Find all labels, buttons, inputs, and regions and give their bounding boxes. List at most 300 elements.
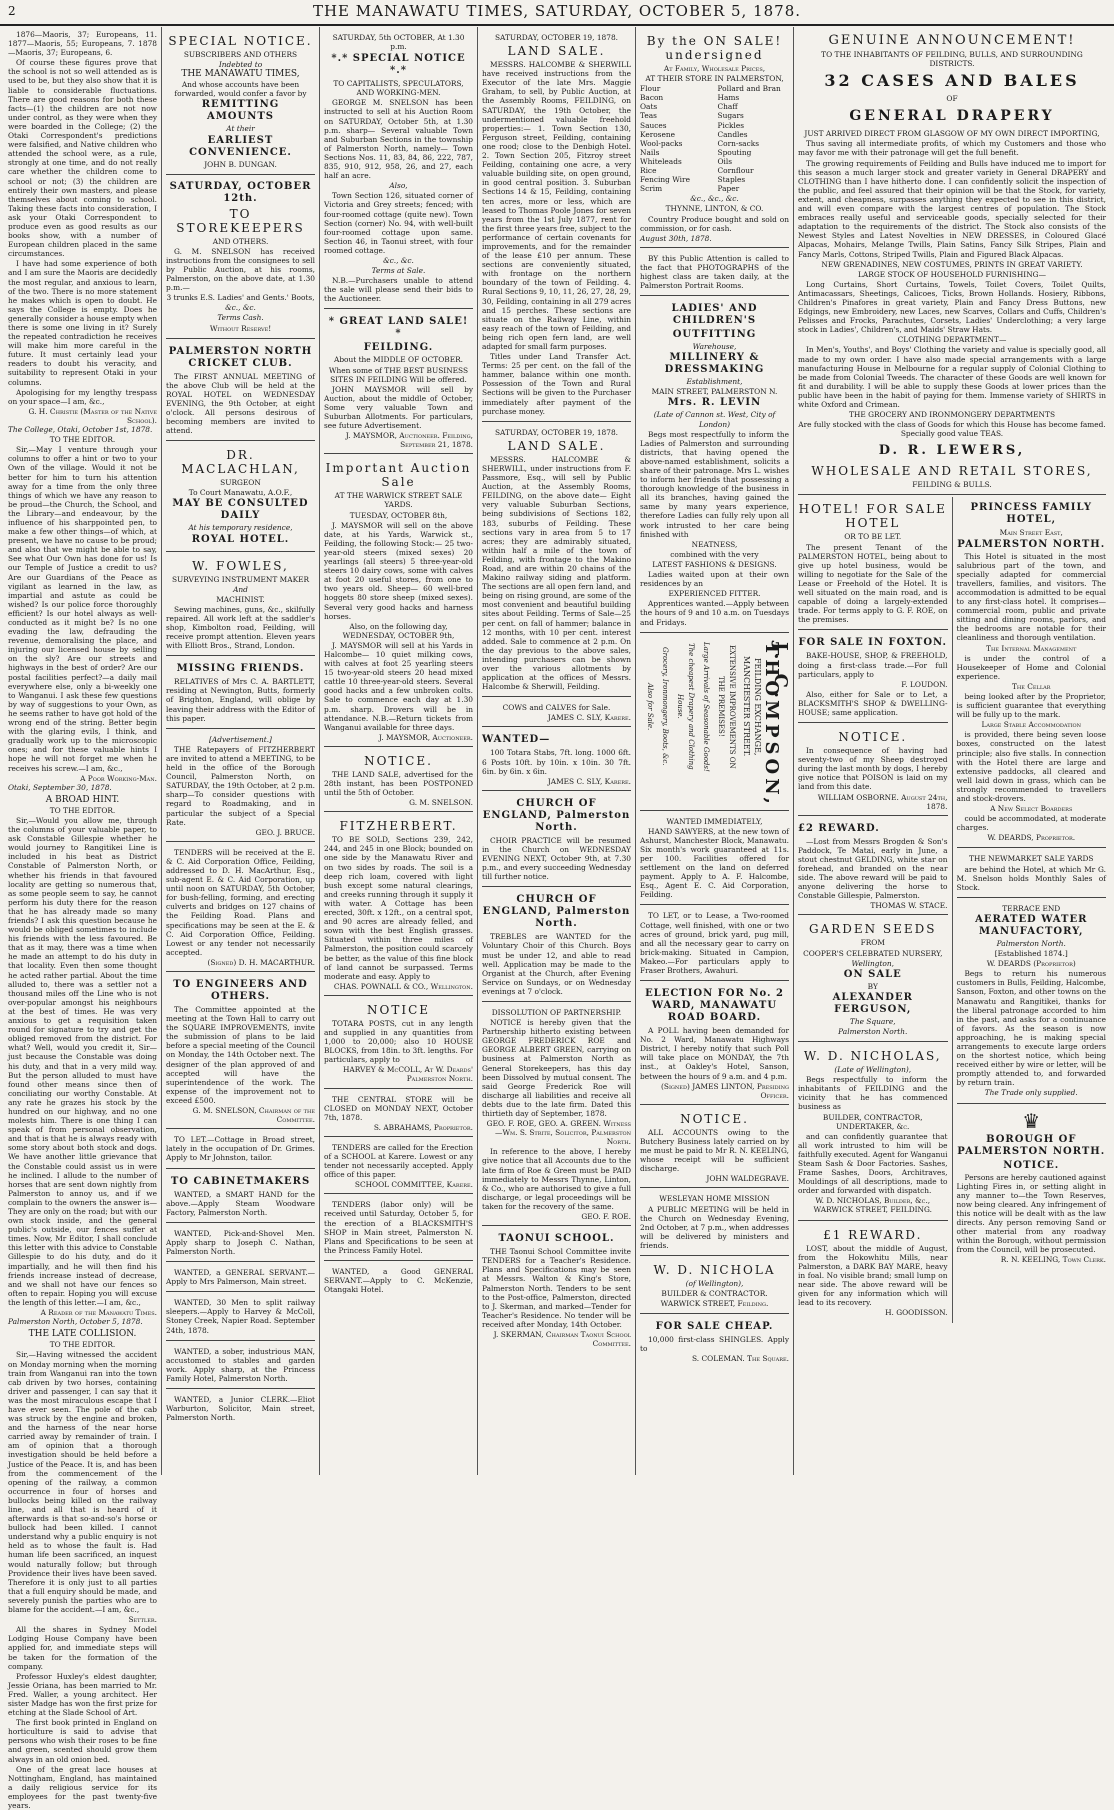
goods-item: Oats xyxy=(640,102,658,112)
ad-heading: PALMERSTON NORTH CRICKET CLUB. xyxy=(168,345,313,369)
ad-line: SUBSCRIBERS AND OTHERS xyxy=(183,50,298,59)
ad-line: AT THE WARWICK STREET SALE YARDS. xyxy=(334,491,463,510)
ad-heading: FOR SALE IN FOXTON. xyxy=(798,637,948,649)
goods-item: Corn-sacks xyxy=(717,138,760,148)
ad-signature: (Signed) D. H. MACARTHUR. xyxy=(207,957,315,967)
princess-hotel-ad xyxy=(957,497,1107,848)
ad-line: Also for Sale. xyxy=(645,682,654,731)
ad-body: WANTED, a GENERAL SERVANT.—Apply to Mrs Palmerson, Main street. xyxy=(166,1268,315,1287)
to-the-editor: TO THE EDITOR. xyxy=(49,805,116,815)
missing-friends-ad xyxy=(166,658,315,728)
letter-paragraph: Sir,—Having witnessed the accident on Monday morning when the morning train from Wanganui ran into the town cab driven by two horses, containing driver and passenger, I can say that it was the most miraculous escape that I have ever seen. The pole of the cab was struck by the engine and broken, and the harness of the near horse carried away by remainder of train. I am of opinion that a thorough investigation should be held before a Justice of the Peace. It is, and has been from the commencement of the opening of the railway, a common occurrence in four of horses and bullocks being killed on the railway line, and all that is heard of it afterwards is that so-and-so's horse or bullock had been killed. I cannot understand why a public enquiry is not held as to whose the fault is. Had human life been sacrificed, an inquest would naturally follow; but through Providence their lives have been saved. Therefore it is only just to all parties that a full enquiry should be made, and severely punish the parties who are to blame for the accident.—I am, &c., xyxy=(8,1350,157,1615)
letter-heading: THE LATE COLLISION. xyxy=(28,1329,137,1340)
ad-signature: THOMAS W. STACE. xyxy=(870,901,948,911)
column-6-7 xyxy=(794,27,1110,1475)
ad-line: Are fully stocked with the class of Goods for which this House has become famed. Specially good value TEAS. xyxy=(798,420,1106,439)
ad-body: Country Produce bought and sold on commission, or for cash. xyxy=(640,214,789,233)
ad-line: WARWICK STREET, Feilding. xyxy=(660,1299,769,1309)
ad-heading: CHURCH OF ENGLAND, Palmerston North. xyxy=(482,894,631,930)
ad-body: Begs to return his numerous customers in Bulls, Feilding, Halcombe, Sanson, Foxton, and other towns on the Manawatu and Rangitikei, thanks for the liberal patronage accorded to him in the past, and asks for a continuance of favors. As the season is now approaching, he is making special arrangements to execute large orders on the shortest notice, which being received either by wire or letter, will be promptly attended to, and forwarded by return train. xyxy=(956,969,1106,1088)
ad-heading: WHOLESALE AND RETAIL STORES, xyxy=(811,464,1093,479)
ad-heading: BOROUGH OF PALMERSTON NORTH. xyxy=(957,1133,1106,1157)
ad-body: In Men's, Youths', and Boys' Clothing the variety and value is specially good, all made to my own order. I have also made special arrangements with a large manufacturing House in Melbourne for a regular supply of Colonial Clothing to be made from Colonial Tweeds. The character of these Goods are well known for fit and durability. I will be able to supply these Goods at lower prices than the public have been in the habit of paying for them. Immense variety of SHIRTS in white Oxford and Crimean. xyxy=(798,345,1106,409)
ad-body: THE Taonui School Committee invite TENDERS for a Teacher's Residence. Plans and Specifications may be seen at Messrs. Walton & King's Store, Palmerston North. Tenders to be sent to the Post-office, Palmerston, directed to J. Skerman, and marked—Tender for Teacher's Residence. No tender will be received after Monday, 14th October. xyxy=(482,1247,631,1329)
ad-line: The Cellar xyxy=(1011,681,1051,691)
ad-line: (Late of Wellington), xyxy=(834,1065,912,1075)
ad-body: TO LET, or to Lease, a Two-roomed Cottage, well finished, with one or two acres of ground, brick yard, pug mill, and all the necessary gear to carry on brick-making. Situated in Campion, Makeo.—For particulars apply to Fraser Brothers, Awahuri. xyxy=(640,911,789,975)
ad-line: Wellington, xyxy=(851,958,894,968)
ad-line: Terms Cash. xyxy=(217,313,264,323)
ad-line: The Square, xyxy=(849,1016,896,1026)
column-3 xyxy=(320,27,478,1475)
letter-heading: A BROAD HINT. xyxy=(45,794,120,805)
on-sale-ad xyxy=(640,29,789,248)
ad-body: TENDERS (labor only) will be received until Saturday, October 5, for the erection of a BLACKSMITH'S SHOP in Main street, Palmerston N. Plans and Specifications to be seen at the Princess Family Hotel. xyxy=(324,1200,473,1255)
ad-body: This Hotel is situated in the most salubrious part of the town, and specially adapted for commercial travellers, families, and visitors. The accommodation is admitted to be equal to any first-class hotel. It comprises—commercial room, public and private sitting and dining rooms, parlors, and the bedrooms are notable for their cleanliness and thorough ventilation. xyxy=(956,551,1106,643)
page-number: 2 xyxy=(8,4,17,18)
ad-line: NEW GRENADINES, NEW COSTUMES, PRINTS IN GREAT VARIETY. xyxy=(821,259,1083,269)
news-item: Professor Huxley's eldest daughter, Jessie Oriana, has been married to Mr. Fred. Waller, a young architect. Her sister Madge has won the first prize for etching at the Slade School of Art. xyxy=(8,1671,157,1718)
church-trebles-ad xyxy=(482,889,631,1002)
ad-body: BAKE-HOUSE, SHOP, & FREEHOLD, doing a first-class trade.—For full particulars, apply to xyxy=(798,651,948,679)
ad-line: THE MANAWATU TIMES, xyxy=(181,69,300,80)
ad-line: MILLINERY & DRESSMAKING xyxy=(664,352,765,376)
ad-heading: W. D. NICHOLA xyxy=(653,1262,776,1277)
ad-line: Terms at Sale. xyxy=(371,266,426,276)
ad-heading: GENUINE ANNOUNCEMENT! xyxy=(828,33,1076,48)
lewers-drapery-ad xyxy=(798,29,1106,495)
goods-item: Kerosene xyxy=(640,129,675,139)
ad-line: SATURDAY, 5th OCTOBER, At 1.30 p.m. xyxy=(332,33,465,52)
ad-body: Long Curtains, Short Curtains, Towels, Toilet Covers, Toilet Quilts, Antimacassars, Sheetings, Calicoes, Ticks, Brown Hollands. Hosiery, Ribbons, Children's Pinafores in great variety, Plain and Fancy Dress Buttons, new Edgings, new Embroidery, new Laces, new Scarves, Collars and Cuffs, Children's Pelisses and Frocks, Parachutes, Corsets, Ladies' Underclothing; a very large stock in Ladies', Children's, and Maids' Straw Hats. xyxy=(798,279,1106,335)
letter-signature: Settler. xyxy=(128,1615,157,1625)
ad-heading: D. R. LEWERS, xyxy=(878,443,1026,459)
ad-heading: £1 REWARD. xyxy=(823,1227,923,1242)
ad-body: WANTED, a sober, industrious MAN, accustomed to stables and garden work. Apply sharp, at the Princess Family Hotel, Palmerston North. xyxy=(166,1346,315,1383)
ad-signature: W. D. NICHOLAS, Builder, &c., WARWICK STREET, FEILDING. xyxy=(813,1196,933,1215)
ad-signature: JAMES C. SLY, Karere. xyxy=(547,713,631,723)
ad-line: Large Arrivals of Seasonable Goods! xyxy=(701,641,710,772)
ad-signature: S. ABRAHAMS, Proprietor. xyxy=(373,1122,473,1132)
reward-mare-ad xyxy=(798,1223,948,1322)
taonui-school-ad xyxy=(482,1228,631,1352)
ad-line: EXPERIENCED FITTER. xyxy=(668,589,761,599)
storekeepers-ad xyxy=(166,177,315,339)
ad-body: Ladies waited upon at their own residences by an xyxy=(640,570,789,589)
ad-line: SURVEYING INSTRUMENT MAKER xyxy=(171,574,310,584)
ad-heading: *.* SPECIAL NOTICE *.* xyxy=(331,53,466,77)
ad-heading: TO STOREKEEPERS xyxy=(176,206,305,235)
ad-line: BUILDER & CONTRACTOR. xyxy=(661,1289,768,1299)
builder-ad xyxy=(640,1258,789,1314)
ad-line: About the MIDDLE OF OCTOBER. xyxy=(333,355,464,365)
ad-line: FEILDING EXCHANGE, MANCHESTER STREET. xyxy=(741,656,762,757)
ad-line: FEILDING. xyxy=(363,342,434,354)
ad-heading: W. D. NICHOLAS, xyxy=(803,1049,942,1064)
to-the-editor: TO THE EDITOR. xyxy=(49,1340,116,1350)
ad-body: TENDERS will be received at the E. & C. Aid Corporation Office, Feilding, addressed to D. H. MacArthur, Esq., sub-agent E. & C. Aid Corporation, up until noon on SATURDAY, 5th October, for bush-felling, forming, and erecting culverts and bridges on 127 chains of the Feilding Road. Plans and specifications may be seen at the E. & C. Aid Corporation Office, Feilding. Lowest or any tender not necessarily accepted. xyxy=(166,847,315,957)
ad-line: LATEST FASHIONS & DESIGNS. xyxy=(652,559,777,569)
ad-signature: CHAS. POWNALL & CO., Wellington. xyxy=(333,981,473,991)
ad-heading: NOTICE. xyxy=(680,1111,749,1126)
ad-body: TO BE SOLD, Sections 239, 242, 244, and 245 in one Block; bounded on one side by the Manawatu River and on two sides by roads. The soil is a deep rich loam, covered with light bush except some natural clearings, and creeks running through it supply it with water. A Cottage has been erected, 30ft. x 12ft., on a central spot, and 90 acres are already felled, and sown with the best English grasses. Situated within three miles of Palmerston, the position could scarcely be better, as the value of this fine block of land cannot be surpassed. Terms moderate and easy. Apply to xyxy=(324,835,473,981)
ad-body: Town Section 126, situated corner of Victoria and Grey streets; fenced; with four-roomed cottage (quite new). Town Section (corner) No. 94, with well-built four-roomed cottage upon same. Section 46, in Taonui street, with four roomed cottage. xyxy=(324,191,473,255)
ad-body: MESSRS. HALCOMBE & SHERWILL, under instructions from F. Passmore, Esq., will sell by Public Auction, at the Assembly Rooms, FEILDING, on the above date— Eight very valuable Suburban Sections, being subdivisions of Sections 182, 183, suburbs of Feilding. These sections vary in area from 5 to 17 acres; they are admirably situated, within half a mile of the town of Feilding, with frontage to the Makino Road, and are within 20 chains of the Makino railway siding and platform. The sections are all open fern land, and being on rising ground, are some of the most convenient and beautiful building sites about Feilding. Terms of Sale—25 per cent. on fall of hammer; balance in 12 months, with 10 per cent. interest added. Sale to commence at 2 p.m. On the day previous to the above sales, intending purchasers can be shown over the various allotments by application at the offices of Messrs. Halcombe & Sherwill, Feilding. xyxy=(482,454,631,692)
ad-body: BY this Public Attention is called to the fact that PHOTOGRAPHS of the highest class are taken daily, at the Palmerston Portrait Rooms. xyxy=(640,253,789,291)
goods-item: Pollard and Bran xyxy=(717,84,781,94)
ad-body: In consequence of having had seventy-two of my Sheep destroyed during the last month by dogs, I hereby give notice that POISON is laid on my land from this date. xyxy=(798,746,948,792)
ad-line: LARGE STOCK OF HOUSEHOLD FURNISHING— xyxy=(858,269,1046,279)
ad-heading: DR. MACLACHLAN, xyxy=(181,448,300,477)
ad-heading: NOTICE. xyxy=(364,753,433,768)
ad-line: THE GROCERY AND IRONMONGERY DEPARTMENTS xyxy=(848,410,1056,420)
ad-signature: G. M. SNELSON. xyxy=(409,798,473,808)
ad-body: WANTED, a Good GENERAL SERVANT.—Apply to C. McKenzie, Otangaki Hotel. xyxy=(324,1266,473,1295)
photographs-ad xyxy=(640,250,789,296)
ad-line: FROM xyxy=(860,938,885,948)
ad-line: JUST ARRIVED DIRECT FROM GLASGOW OF MY OWN DIRECT IMPORTING, xyxy=(804,129,1100,139)
ad-body: HAND SAWYERS, at the new town of Ashurst, Manchester Block, Manawatu. Six month's work guaranteed at 11s. per 100. Facilities offered for settlement on the land on deferred payment. Apply to A. F. Halcombe, Esq., Agent E. C. Aid Corporation, Feilding. xyxy=(640,826,789,900)
poison-notice-ad xyxy=(798,725,948,816)
ad-heading: * GREAT LAND SALE! * xyxy=(328,316,469,340)
ad-line: OF xyxy=(946,94,958,104)
ad-line: [Established 1874.] xyxy=(994,949,1068,959)
ad-signature: (Signed) JAMES LINTON, Presiding Officer. xyxy=(661,1081,789,1100)
ad-heading: HOTEL! FOR SALE HOTEL xyxy=(798,502,947,531)
postponed-notice-ad xyxy=(324,749,473,812)
ad-line: Indebted to xyxy=(218,60,263,70)
ad-line: Also, on the following day, WEDNESDAY, OCTOBER 9th, xyxy=(342,621,455,640)
ad-line: EARLIEST CONVENIENCE. xyxy=(189,134,292,158)
ad-line: REMITTING AMOUNTS xyxy=(201,99,280,123)
goods-item: Spouting xyxy=(717,147,752,157)
ad-body: TREBLES are WANTED for the Voluntary Choir of this Church. Boys must be under 12, and able to read well. Application may be made to the Organist at the Church, after Evening Service on Sundays, or on Wednesday evenings at 7 o'clock. xyxy=(482,932,631,996)
wesleyan-ad xyxy=(640,1190,789,1256)
ad-line: At his temporary residence, xyxy=(188,523,293,533)
school-stats: 1876—Maoris, 37; Europeans, 11. 1877—Maoris, 55; Europeans, 7. 1878—Maoris, 37; Europeans, 6. xyxy=(8,30,157,58)
ad-body: CHOIR PRACTICE will be resumed in the Church on WEDNESDAY EVENING NEXT, October 9th, at 7.30 p.m., and every succeeding Wednesday till further notice. xyxy=(482,835,631,882)
ad-signature: JAMES C. SLY, Karere. xyxy=(547,776,631,786)
ad-line: AT THEIR STORE IN PALMERSTON, xyxy=(645,74,784,84)
ad-body: WANTED, a SMART HAND for the above.—Apply Steam Woodware Factory, Palmerston North. xyxy=(166,1189,315,1217)
ad-line: TO THE INHABITANTS OF FEILDING, BULLS, AND SURROUNDING DISTRICTS. xyxy=(821,50,1083,69)
goods-item: Sugars xyxy=(717,111,744,121)
ad-line: MAY BE CONSULTED DAILY xyxy=(172,498,309,522)
ad-line: August 30th, 1878. xyxy=(640,233,712,243)
ad-heading: COWS and CALVES for Sale. xyxy=(502,703,611,713)
ad-body: WANTED, 30 Men to split railway sleepers.—Apply to Harvey & McColl, Stoney Creek, Napier Road. September 24th, 1878. xyxy=(166,1298,315,1335)
ad-heading: THE NEWMARKET SALE YARDS xyxy=(969,854,1094,864)
ad-body: ALL ACCOUNTS owing to the Butchery Business lately carried on by me must be paid to Mr R. N. KEELING, whose receipt will be sufficient discharge. xyxy=(640,1127,789,1174)
ad-line: &c., &c. xyxy=(383,255,414,265)
letter-paragraph: I have had some experience of both and I am sure the Maoris are decidedly the most regular, and anxious to learn, of the two. There is no more statement he makes which is open to doubt. He says the College is empty. Does he generally consider a house empty when there is some one living in it? Surely the repeated contradiction he receives will make him more careful in the future. It must certainly lead your readers to doubt his veracity, and suitability to represent Otaki in your columns. xyxy=(8,259,157,387)
columns xyxy=(4,27,1110,1810)
ad-heading: SATURDAY, OCTOBER 12th. xyxy=(169,180,312,204)
ad-signature: J. MAYSMOR, Auctioneer. xyxy=(378,732,473,742)
ad-heading: PRINCESS FAMILY HOTEL, xyxy=(970,502,1092,526)
ad-line: Establishment, xyxy=(686,377,743,387)
vertical-ad-block xyxy=(640,641,792,808)
letter-dateline: Otaki, September 30, 1878. xyxy=(8,782,112,792)
school-tender-ad xyxy=(324,1139,473,1194)
ad-heading: FITZHERBERT. xyxy=(339,819,458,834)
ad-heading: W. FOWLES, xyxy=(192,558,289,573)
ad-body: The Committee appointed at the meeting at the Town Hall to carry out the SQUARE IMPROVEMENTS, invite the submission of plans to be laid before a special meeting of the Council on Monday, the 14th October next. The designer of the plan approved of and accepted will have the superintendence of the work. The expense of the improvement not to exceed £500. xyxy=(166,1005,315,1105)
shingles-ad xyxy=(640,1316,789,1367)
ad-body: Also, either for Sale or to Let, a BLACKSMITH'S SHOP & DWELLING-HOUSE; same application. xyxy=(798,689,948,717)
goods-item: Whiteleads xyxy=(640,156,682,166)
ad-body: THE LAND SALE, advertised for the 28th instant, has been POSTPONED until the 5th of October. xyxy=(324,769,473,798)
news-item: One of the great lace houses at Nottingham, England, has maintained a daily religious service for its employees for the past twenty-five years. xyxy=(8,1764,157,1810)
ad-body: WANTED, Pick-and-Shovel Men. Apply sharp to Joseph C. Nathan, Palmerston North. xyxy=(166,1228,315,1256)
ad-line: AERATED WATER MANUFACTORY, xyxy=(975,913,1088,937)
wanted-ad xyxy=(166,1391,315,1427)
ad-line: Large Stable Accommodation xyxy=(981,720,1082,730)
ad-line: At their xyxy=(226,124,255,134)
land-sale-ad xyxy=(482,29,631,422)
ad-signature: G. M. SNELSON, Chairman of the Committee. xyxy=(192,1106,315,1125)
goods-item: Scrim xyxy=(640,184,663,194)
land-sale-ad xyxy=(482,424,631,698)
ad-signature: S. COLEMAN. The Square. xyxy=(692,1354,789,1364)
goods-item: Wool-packs xyxy=(640,138,683,148)
ad-line: The Trade only supplied. xyxy=(984,1088,1078,1098)
ad-line: SATURDAY, OCTOBER 19, 1878. xyxy=(494,33,618,42)
ad-signature: HARVEY & McCOLL, At W. Deards' Palmerston North. xyxy=(342,1065,473,1084)
ad-line: When some of THE BEST BUSINESS SITES IN FEILDING Will be offered. xyxy=(328,365,469,384)
ad-heading: DISSOLUTION OF PARTNERSHIP. xyxy=(491,1007,622,1017)
ad-line: &c., &c. xyxy=(225,303,256,313)
ad-body: GEORGE M. SNELSON has been instructed to sell at his Auction Room on SATURDAY, October 5th, at 1.30 p.m. sharp— Several valuable Town and Suburban Sections in the township of Palmerston North, namely— Town Sections Nos. 11, 83, 84, 86, 222, 787, 835, 910, 912, 958, 26, and 27, each half an acre. xyxy=(324,98,473,181)
ad-line: Palmerston North. xyxy=(838,1026,908,1036)
great-land-sale-ad xyxy=(324,311,473,454)
engineers-ad xyxy=(166,974,315,1129)
goods-item: Rice xyxy=(640,166,657,176)
goods-item: Pickles xyxy=(717,120,744,130)
fitzherbert-ad xyxy=(324,814,473,996)
ad-line: OUTFITTING xyxy=(672,329,757,341)
ad-line: The cheapest Drapery and Clothing House. xyxy=(675,643,695,770)
totara-wanted-ad xyxy=(482,729,631,790)
goods-item: Paper xyxy=(717,184,740,194)
ad-body: LOST, about the middle of August, from the Hokowhitu Mills, near Palmerston, a DARK BAY MARE, heavy in foal. No visible brand; small lump on near side. The above reward will be given for any information which will lead to its recovery. xyxy=(798,1243,948,1308)
ad-line: PALMERSTON NORTH. xyxy=(957,538,1106,550)
ad-body: J. MAYSMOR will sell on the above date, at his Yards, Warwick st., Feilding, the following Stock:— 25 two-year-old steers (mixed sexes) 20 yearlings (all steers) 5 three-year-old steers 10 dairy cows, some with calves at foot 20 useful stores, from one to two years old. Sheep— 60 well-bred hoggets 80 store sheep (mixed sexes). Several very good hacks and harness horses. xyxy=(324,520,473,621)
ad-line: To Court Manawatu, A.O.F., xyxy=(188,488,293,498)
ad-body: being looked after by the Proprietor, is sufficient guarantee that everything will be fully up to the mark. xyxy=(956,691,1106,720)
ad-body: G. M. SNELSON has received instructions from the consignees to sell by Public Auction, at his rooms, Palmerston, on the above date, at 1.30 p.m.— xyxy=(166,246,315,293)
ad-line: NOTICE. xyxy=(1003,1159,1060,1171)
ad-body: The present Tenant of the PALMERSTON HOTEL, being about to give up hotel business, would be willing to negotiate for the Sale of the Lease or Freehold of the Hotel. It is well situated on the main road, and is capable of doing a largely-extended trade. For terms apply to G. F. ROE, on the premises. xyxy=(798,542,948,625)
ad-heading: TERRACE END xyxy=(1002,903,1061,913)
ad-line: EXTENSIVE IMPROVEMENTS ON THE PREMISES! xyxy=(716,644,736,769)
ad-heading: LADIES' AND CHILDREN'S xyxy=(671,303,758,327)
foxton-sale-ad xyxy=(798,632,948,723)
goods-item: Chaff xyxy=(717,102,738,112)
special-notice-ad xyxy=(166,29,315,175)
ad-line: BY xyxy=(867,981,878,991)
ad-line: MACHINIST. xyxy=(216,594,265,604)
cricket-club-ad xyxy=(166,341,315,442)
ad-body: Begs respectfully to inform the inhabitants of FEILDING and the vicinity that he has commenced business as xyxy=(798,1075,948,1112)
garden-seeds-ad xyxy=(798,917,948,1042)
letter-dateline: The College, Otaki, October 1st, 1878. xyxy=(8,425,153,435)
ad-heading: MISSING FRIENDS. xyxy=(176,663,305,675)
ad-body: TENDERS are called for the Erection of a SCHOOL at Karere. Lowest or any tender not necessarily accepted. Apply office of this paper. xyxy=(324,1142,473,1180)
ad-heading: Important Auction Sale xyxy=(325,461,472,490)
accounts-notice-ad xyxy=(640,1107,789,1189)
ad-signature: GEO. J. BRUCE. xyxy=(255,827,315,837)
ad-heading: LAND SALE. xyxy=(507,438,606,453)
ad-signature: J. MAYSMOR, Auctioneer. Feilding, September 21, 1878. xyxy=(345,431,473,450)
column-4 xyxy=(478,27,636,1475)
ad-line: SURGEON xyxy=(220,478,261,488)
ad-body: 100 Totara Stabs, 7ft. long. 1000 6ft. 6 Posts 10ft. by 10in. x 10in. 30 7ft. 6in. by 6in. x 6in. xyxy=(482,748,631,776)
sale-yards-ad xyxy=(957,850,1107,897)
sawyers-wanted-ad xyxy=(640,813,789,906)
cabinetmakers-ad xyxy=(166,1171,315,1223)
servant-wanted-ad xyxy=(324,1263,473,1299)
ad-line: MAIN STREET, PALMERSTON N. xyxy=(651,387,778,397)
ad-body: Thus saving all intermediate profits, of which my Customers and those who may favor me with their patronage will get the full benefit. xyxy=(798,139,1106,158)
cottage-to-let-ad xyxy=(640,907,789,981)
ad-body: JOHN MAYSMOR will sell by Auction, about the middle of October, Some very valuable Town and Suburban Allotments. For particulars, see future Advertisement. xyxy=(324,384,473,431)
thompson-ad xyxy=(640,635,792,811)
ad-line: Mrs. R. LEVIN xyxy=(667,397,762,409)
ad-body: THE CENTRAL STORE will be CLOSED on MONDAY NEXT, October 7th, 1878. xyxy=(324,1094,473,1122)
ad-line: Warehouse, xyxy=(692,342,737,352)
goods-item: Flour xyxy=(640,84,661,94)
ad-body: A POLL having been demanded for No. 2 Ward, Manawatu Highways District, I hereby notify that such Poll will take place on MONDAY, the 7th inst., at Oakley's Hotel, Sanson, between the hours of 9 a.m. and 4 p.m. xyxy=(640,1026,789,1081)
fowles-ad xyxy=(166,554,315,657)
ad-line: Palmerston North. xyxy=(996,938,1066,948)
ad-body: RELATIVES of Mrs C. A. BARTLETT, residing at Newington, Butts, formerly of Brighton, England, will oblige by leaving their address with the Editor of this paper. xyxy=(166,677,315,723)
ad-signature: GEO. F. ROE, GEO. A. GREEN. Witness—Wm. S. Strite, Solicitor, Palmerston North. xyxy=(486,1119,631,1147)
ad-line: CLOTHING DEPARTMENT— xyxy=(897,335,1007,345)
ad-body: Apprentices wanted.—Apply between the hours of 9 and 10 a.m. on Tuesdays and Fridays. xyxy=(640,599,789,627)
ad-body: Begs most respectfully to inform the Ladies of Palmerston and surrounding districts, that having opened the above-named establishment, solicits a share of their patronage. Mrs L. wishes to inform her friends that possessing a thorough knowledge of the business in all its branches, having gained the same by many years experience, therefore Ladies can fully rely upon all work intrusted to her care being finished with xyxy=(640,429,789,539)
crest-icon: ♛ xyxy=(1022,1108,1041,1133)
ad-heading: TO CABINETMAKERS xyxy=(170,1175,311,1187)
ad-heading: WANTED IMMEDIATELY, xyxy=(666,816,763,826)
ad-heading: 32 CASES AND BALES xyxy=(824,71,1080,91)
ad-line: ALEXANDER FERGUSON, xyxy=(832,991,913,1015)
letter-paragraph: Apologising for my lengthy trespass on your space—I am, &c., xyxy=(8,387,157,406)
ad-line: FEILDING & BULLS. xyxy=(912,480,992,490)
goods-item: Oils xyxy=(717,156,733,166)
outfitting-ad xyxy=(640,298,789,632)
ad-signature: J. SKERMAN, Chairman Taonui School Committee. xyxy=(493,1329,631,1349)
ratepayers-ad xyxy=(166,731,315,842)
ad-signature: GEO. F. ROE. xyxy=(581,1212,631,1222)
ad-line: (of Wellington), xyxy=(685,1278,744,1288)
ad-body: could be accommodated, at moderate charges. xyxy=(956,814,1106,833)
ad-signature: SCHOOL COMMITTEE, Karere. xyxy=(354,1180,473,1190)
letter-paragraph: Of course these figures prove that the school is not so well attended as is used to be, but they also show that it is liable to considerable fluctuations. There are good reasons for both these facts—(1) the children are not now under control, as they were when they were boarded in the College; (2) the Otaki Correspondent's predictions were falsified, and Native children who attended the school were, as a rule, strongly at one time, and do not really care whether the children come to school or not; (3) the children are entirely their own masters, and please themselves about coming to school. Taking these facts into consideration, I ask your Otaki Correspondent to produce even as good results as our books show, with a number of European children placed in the same circumstances. xyxy=(8,58,157,259)
ad-line: Grocery, Ironmongery, Boots, &c. xyxy=(660,647,669,766)
goods-item: Hams xyxy=(717,93,740,103)
ad-line: NEATNESS, xyxy=(691,539,738,549)
ad-body: NOTICE is hereby given that the Partnership hitherto existing between GEORGE FREDERICK ROE and GEORGE ALBERT GREEN, carrying on business at Palmerston North as General Storekeepers, has this day been Dissolved by mutual consent. The said George Frederick Roe will discharge all liabilities and receive all debts due to the late firm. Dated this thirtieth day of September, 1878. xyxy=(482,1018,631,1118)
ad-heading: [Advertisement.] xyxy=(209,734,272,744)
auction-sale-ad xyxy=(324,456,473,747)
column-5 xyxy=(636,27,794,1475)
ad-signature: W. DEARDS, Proprietor. xyxy=(987,833,1076,843)
ad-line: The Internal Management xyxy=(986,643,1077,653)
ad-body: —Lost from Messrs Brogden & Son's Paddock, Te Matai, early in June, a stout chestnut GELDING, white star on forehead, and branded on the near side. The above reward will be paid to anyone delivering the horse to Constable Gillespie, Palmerston. xyxy=(798,836,948,901)
ad-body: TOTARA POSTS, cut in any length and supplied in any quantities from 1,000 to 20,000; also 10 HOUSE BLOCKS, from 18in. to 3ft. lengths. For particulars, apply to xyxy=(324,1018,473,1065)
ad-heading: TO ENGINEERS AND OTHERS. xyxy=(173,979,308,1002)
to-the-editor: TO THE EDITOR. xyxy=(49,435,116,445)
ad-body: 10,000 first-class SHINGLES. Apply to xyxy=(640,1335,789,1354)
ad-signature: H. GOODISSON. xyxy=(885,1308,948,1318)
hotel-for-sale-ad xyxy=(798,497,948,630)
ad-line: combined with the very xyxy=(670,549,759,559)
goods-item: Teas xyxy=(640,111,657,121)
letter-signature: G. H. Christie (Master of the Native School). xyxy=(28,406,157,425)
right-subcolumn xyxy=(957,497,1107,1323)
ad-heading: CHURCH OF ENGLAND, Palmerston North. xyxy=(482,797,631,833)
goods-item: Staples xyxy=(717,175,746,185)
ad-heading: By the ON SALE! undersigned xyxy=(646,34,783,62)
ad-heading: £2 REWARD. xyxy=(798,822,880,834)
masthead xyxy=(0,0,1114,26)
blacksmith-tender-ad xyxy=(324,1196,473,1261)
ad-line: A New Select Boarders xyxy=(990,804,1073,814)
cows-ad xyxy=(482,699,631,727)
doctor-ad xyxy=(166,443,315,551)
to-let-ad xyxy=(166,1131,315,1168)
left-subcolumn xyxy=(798,497,953,1323)
ad-line: Without Reserve! xyxy=(209,323,272,333)
election-ad xyxy=(640,983,789,1105)
wanted-ad xyxy=(166,1343,315,1389)
ad-body: N.B.—Purchasers unable to attend the sale will please send their bids to the Auctioneer. xyxy=(324,276,473,304)
ad-line: SATURDAY, OCTOBER 19, 1878. xyxy=(494,427,618,437)
goods-item: Candles xyxy=(717,129,748,139)
ad-heading: NOTICE. xyxy=(838,730,908,745)
two-column-section xyxy=(798,497,1106,1323)
letter-dateline: Palmerston North, October 5, 1878. xyxy=(8,1317,143,1327)
ad-body: The growing requirements of Feilding and Bulls have induced me to import for this season a much larger stock and greater variety in General DRAPERY and CLOTHING than I have hitherto done. I can confidently solicit the inspection of the public, and feel assured that their opinion will be that the Stock, for variety, extent, and cheapness, surpasses anything they expected to see in this district, and will even compare with the largest centres of population. The Stock embraces really useful and serviceable goods, specially selected for their adaptation to the requirements of the district. The Stock also consists of the Newest Styles and Latest Novelties in NEW DRESSES, in Coloured Glacé Alpacas, Mohairs, Melange Twills, Plain Satins, Fancy Silk Stripes, Plain and Fancy Marls, Cottons, Striped Twills, Plain and Figured Black Alpacas. xyxy=(798,158,1106,259)
ad-heading: NOTICE xyxy=(366,1002,431,1017)
letter-paragraph: Sir,—Would you allow me, through the columns of your valuable paper, to ask Constable Gillespie whether he would journey to Rangitikei Line is included in his beat as District Constable of Palmerston North, or whether his friends in that favoured locality are getting so numerous that, as some people seem to say, he cannot perform his duty there for the reason that he has already made so many friends? I ask this question because he would be obliged sometimes to include his friends with the less favoured. Be that as it may, there was a time when he made an attempt to do his duty in that locality. Even then some thought he acted rather partial. About the time alluded to, there was a settler not a thousand miles off the Line who is not over-popular amongst his neighbours at the best of times. He was very anxious to get a requisition taken round for signature to try and get the obliged removed from the district. For what? Well, would you credit it, Sir—just because the Constable was doing his duty, and that in a very mild way. But the person alluded to must have found other means since then of conciliating our worthy Constable. At any rate he grazes his stock by the hundred on our highway, and no one molests him. There is one thing I can speak of from personal observation, and that is that he is always ready with some story about both stock and dogs. We have another little grievance that the Constable could assist us in were he inclined. I allude to the number of horses that are sent down nightly from Palmerston to annoy us, and if we complain to the owners the answer is—They are only on the road; but with our own stock inside, and the general public's outside, our fences suffer at times. Now, Mr Editor, I shall conclude this letter with this advice to Constable Gillespie to do his duty, and do it impartially, and he will then find his friends increase instead of decrease, and we shall not have our fences so often to repair. Hoping you will excuse the length of this letter.—I am, &c., xyxy=(8,815,157,1307)
ad-body: WANTED, a Junior CLERK.—Eliot Warburton, Solicitor, Main street, Palmerston North. xyxy=(166,1395,315,1423)
ad-signature: F. LOUDON. xyxy=(901,679,948,689)
goods-item: Cornflour xyxy=(717,166,754,176)
newspaper-title: THE MANAWATU TIMES, SATURDAY, OCTOBER 5, 1878. xyxy=(312,2,802,20)
ad-line: COOPER'S CELEBRATED NURSERY, xyxy=(803,948,943,958)
ad-line: (Late of Cannon st. West, City of London) xyxy=(653,410,776,429)
wanted-ad xyxy=(166,1294,315,1340)
ad-heading: J. C. THOMPSON, xyxy=(761,641,792,808)
ad-line: Main Street East, xyxy=(999,528,1063,538)
church-choir-ad xyxy=(482,793,631,887)
ad-body: are behind the Hotel, at which Mr G. M. Snelson holds Monthly Sales of Stock. xyxy=(956,864,1106,892)
column-2 xyxy=(162,27,320,1475)
ad-line: And xyxy=(233,584,248,594)
ad-body: Persons are hereby cautioned against Lighting Fires in, or setting alight in any manner to—the Town Reserves, now being cleared. Any infringement of this notice will be dealt with as the law directs. Any person removing Sand or other material from any roadway within the Borough, without permission from the Council, will be prosecuted. xyxy=(956,1172,1106,1255)
ad-heading: WANTED— xyxy=(482,734,551,746)
ad-heading: FOR SALE CHEAP. xyxy=(655,1321,774,1333)
goods-list xyxy=(640,84,789,193)
ad-line: And whose accounts have been forwarded, would confer a favor by xyxy=(174,80,307,99)
ad-heading: ELECTION FOR No. 2 WARD, MANAWATU ROAD BOARD. xyxy=(645,988,784,1024)
ad-body: Titles under Land Transfer Act. Terms: 25 per cent. on the fall of the hammer, balance within one month. Possession of the Town and Rural Sections will be given to the Purchaser immediately after payment of the purchase money. xyxy=(482,352,631,416)
ad-body: TO LET.—Cottage in Broad street, lately in the occupation of Dr. Grimes. Apply to Mr Johnston, tailor. xyxy=(166,1135,315,1163)
borough-notice-ad xyxy=(957,1106,1107,1269)
dissolution-ad xyxy=(482,1004,631,1226)
